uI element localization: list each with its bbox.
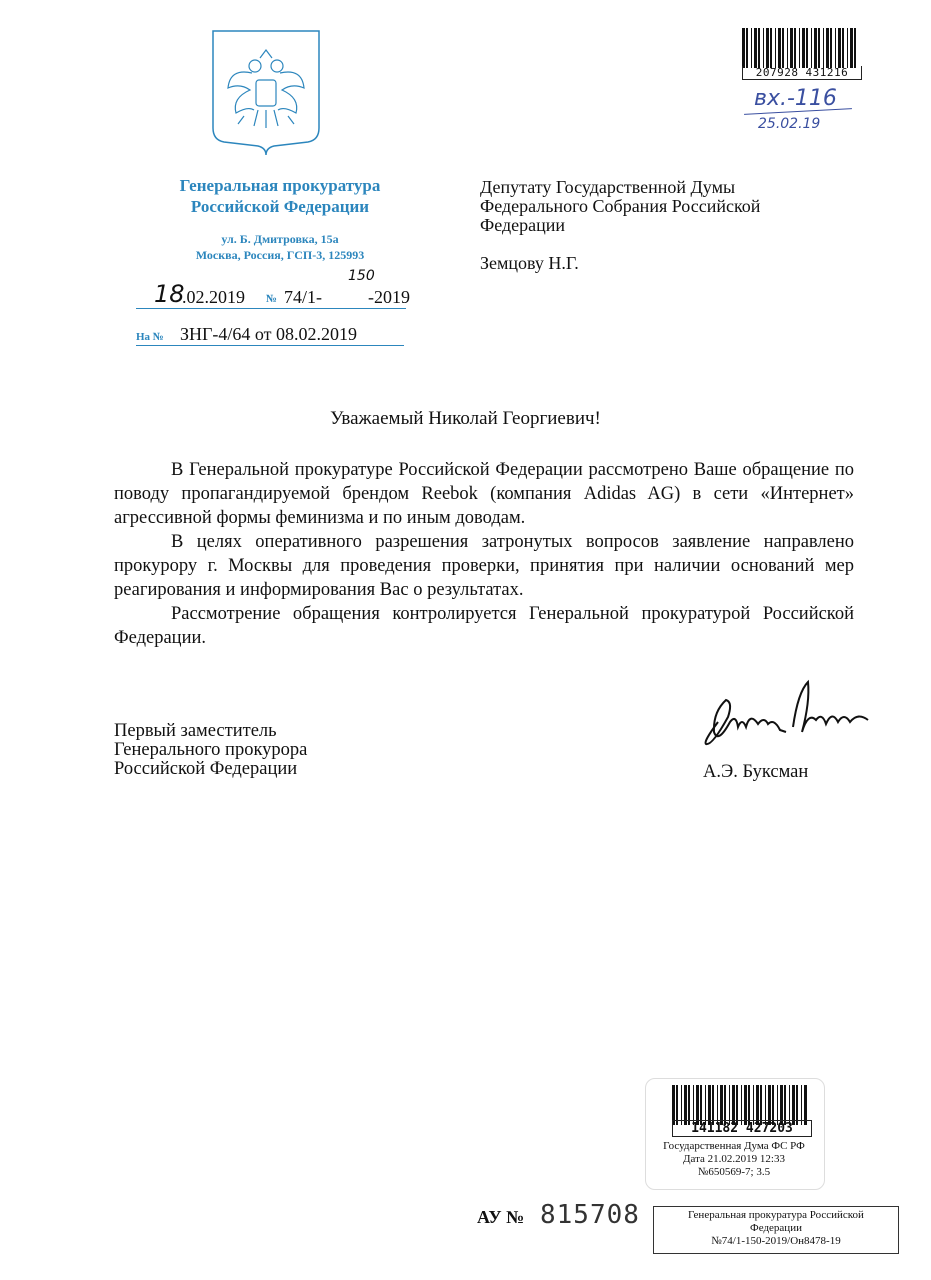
barcode-bar [758, 28, 760, 68]
reg-box-line3: №74/1-150-2019/Он8478-19 [711, 1235, 841, 1247]
au-label: АУ № [477, 1207, 525, 1227]
barcode-bar [688, 1085, 690, 1125]
barcode-bar [782, 28, 784, 68]
barcode-bar [700, 1085, 702, 1125]
barcode-bar [842, 28, 844, 68]
organization-name [120, 175, 440, 217]
coat-of-arms-emblem [210, 28, 322, 156]
barcode-bar [770, 28, 772, 68]
barcode-bar [693, 1085, 694, 1125]
barcode-bar [736, 1085, 738, 1125]
handwritten-signature [698, 672, 873, 752]
barcode-bar [830, 28, 832, 68]
incoming-number: вх.-116 [754, 86, 837, 111]
barcode-bar [823, 28, 824, 68]
barcode-bar [814, 28, 817, 68]
address-line2: Москва, Россия, ГСП-3, 125993 [195, 248, 365, 262]
addressee-name: Земцову Н.Г. [480, 253, 579, 273]
barcode-bar [838, 28, 841, 68]
org-name-line1: Генеральная прокуратура [179, 176, 381, 195]
duma-label-info [650, 1140, 818, 1179]
addressee-block [480, 178, 830, 235]
barcode-bar [729, 1085, 730, 1125]
address-line1: ул. Б. Дмитровка, 15а [221, 232, 339, 246]
reg-box-line2: Федерации [750, 1222, 802, 1234]
barcode-bar [746, 28, 748, 68]
signer-title [114, 722, 307, 779]
barcode-bar [826, 28, 829, 68]
barcode-bar [835, 28, 836, 68]
barcode-bar [789, 1085, 790, 1125]
barcode-bar [712, 1085, 714, 1125]
barcode-bar [732, 1085, 735, 1125]
signer-name: А.Э. Буксман [703, 762, 809, 782]
barcode-bar [751, 28, 752, 68]
barcode-bar [792, 1085, 795, 1125]
barcode-bar [777, 1085, 778, 1125]
paragraph-1: В Генеральной прокуратуре Российской Федерации рассмотрено Ваше обращение по поводу пропагандируемой брендом Reebok (компания Adidas AG) в сети «Интернет» агрессивной формы феминизма и по иным доводам. [114, 460, 854, 528]
incoming-date: 25.02.19 [758, 116, 821, 132]
addressee-line2: Федерального Собрания Российской [480, 196, 761, 216]
barcode-bar [772, 1085, 774, 1125]
barcode-bar [760, 1085, 762, 1125]
barcode-bar [806, 28, 808, 68]
letter-body [114, 458, 854, 650]
reg-date: .02.2019 [182, 287, 245, 307]
barcode-bar [811, 28, 812, 68]
addressee-line3: Федерации [480, 215, 566, 235]
barcode-bar [708, 1085, 711, 1125]
barcode-bar [717, 1085, 718, 1125]
barcode-bar [778, 28, 781, 68]
barcode-bar [724, 1085, 726, 1125]
barcode-bar [768, 1085, 771, 1125]
reg-number-part2: -2019 [368, 287, 410, 307]
signer-title-line3: Российской Федерации [114, 759, 298, 779]
barcode-bar [720, 1085, 723, 1125]
barcode-bar [775, 28, 776, 68]
organization-address [130, 231, 430, 263]
barcode-bar [794, 28, 796, 68]
barcode-bar [753, 1085, 754, 1125]
barcode-bar [790, 28, 793, 68]
reg-number-part1: 74/1- [284, 287, 322, 307]
barcode-bar [787, 28, 788, 68]
reg-day-handwritten: 18 [154, 280, 185, 308]
reg-number-sign: № [266, 293, 278, 305]
org-name-line2: Российской Федерации [190, 197, 370, 216]
barcode-bar [850, 28, 853, 68]
barcode-bar [696, 1085, 699, 1125]
barcode-bar [676, 1085, 678, 1125]
signer-title-line1: Первый заместитель [114, 721, 277, 741]
barcode-bar [847, 28, 848, 68]
paragraph-3: Рассмотрение обращения контролируется Генеральной прокуратурой Российской Федерации. [114, 604, 854, 648]
reply-value: ЗНГ-4/64 от 08.02.2019 [180, 324, 358, 344]
signer-title-line2: Генерального прокурора [114, 740, 308, 760]
barcode-bar [801, 1085, 802, 1125]
barcode-bar [672, 1085, 675, 1125]
reply-reference-line [136, 323, 404, 346]
barcode-bar [799, 28, 800, 68]
barcode-bar [802, 28, 805, 68]
reply-label: На № [136, 331, 164, 343]
duma-line1: Государственная Дума ФС РФ [663, 1140, 805, 1152]
barcode-bar [765, 1085, 766, 1125]
barcode-bar [804, 1085, 807, 1125]
barcode-bar [854, 28, 856, 68]
duma-line3: №650569-7; 3.5 [697, 1166, 771, 1178]
prosecutor-registration-box [653, 1206, 899, 1254]
incoming-stamp [740, 86, 860, 132]
barcode-bar [684, 1085, 687, 1125]
au-number: 815708 [540, 1200, 640, 1230]
barcode-bar [681, 1085, 682, 1125]
barcode-bar [742, 28, 745, 68]
barcode-bar [748, 1085, 750, 1125]
barcode-bar [756, 1085, 759, 1125]
barcode-bar [744, 1085, 747, 1125]
barcode-bar [741, 1085, 742, 1125]
greeting: Уважаемый Николай Георгиевич! [330, 408, 601, 429]
registration-line [136, 268, 410, 309]
reg-number-handwritten: 150 [348, 268, 375, 284]
barcode-bar [818, 28, 820, 68]
barcode-bar [754, 28, 757, 68]
barcode-bottom-number: 141182 427203 [672, 1120, 812, 1137]
barcode-bar [763, 28, 764, 68]
reg-box-line1: Генеральная прокуратура Российской [688, 1209, 864, 1221]
barcode-top [740, 28, 860, 68]
barcode-top-number: 207928 431216 [742, 66, 862, 80]
barcode-bar [705, 1085, 706, 1125]
barcode-bottom [670, 1085, 810, 1125]
barcode-bar [796, 1085, 798, 1125]
barcode-bar [784, 1085, 786, 1125]
duma-line2: Дата 21.02.2019 12:33 [683, 1153, 785, 1165]
barcode-bar [780, 1085, 783, 1125]
addressee-line1: Депутату Государственной Думы [480, 177, 736, 197]
paragraph-2: В целях оперативного разрешения затронутых вопросов заявление направлено прокурору г. Москвы для проведения проверки, принятия при наличии оснований мер реагирования и информирования Вас о результатах. [114, 532, 854, 600]
barcode-bar [766, 28, 769, 68]
